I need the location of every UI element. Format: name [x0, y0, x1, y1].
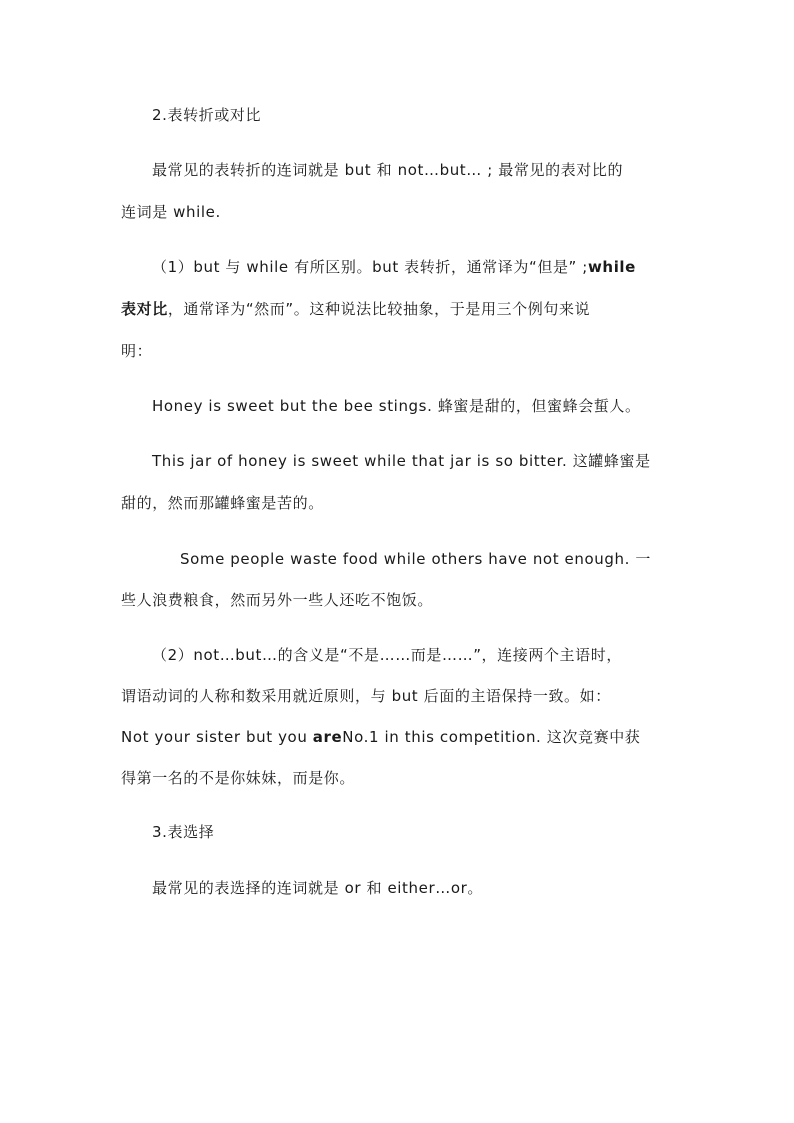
paragraph-text: （1）but 与 while 有所区别。but 表转折，通常译为“但是” ;	[152, 258, 588, 276]
section-heading-2: 2.表转折或对比	[152, 106, 262, 124]
example-sentence: This jar of honey is sweet while that jar is so bitter. 这罐蜂蜜是	[152, 452, 651, 470]
example-sentence: 甜的，然而那罐蜂蜜是苦的。	[121, 494, 324, 512]
paragraph-text: No.1 in this competition. 这次竞赛中获	[342, 728, 641, 746]
paragraph-line: 明：	[121, 342, 153, 360]
paragraph-line: 最常见的表转折的连词就是 but 和 not…but… ; 最常见的表对比的	[152, 161, 624, 179]
example-sentence: Honey is sweet but the bee stings. 蜂蜜是甜的，但蜜蜂会蜇人。	[152, 397, 641, 415]
paragraph-line	[152, 257, 636, 277]
emphasis-text: are	[312, 728, 343, 746]
paragraph-line	[121, 727, 640, 747]
section-heading-3: 3.表选择	[152, 823, 215, 841]
paragraph-text: Not your sister but you	[121, 728, 313, 746]
emphasis-text: while	[587, 258, 636, 276]
paragraph-text: ，通常译为“然而”。这种说法比较抽象，于是用三个例句来说	[167, 300, 591, 318]
paragraph-line: 连词是 while.	[121, 203, 221, 221]
paragraph-line	[121, 299, 590, 319]
emphasis-text: 表对比	[121, 300, 168, 318]
example-sentence: 些人浪费粮食，然而另外一些人还吃不饱饭。	[121, 591, 434, 609]
paragraph-line: 得第一名的不是你妹妹，而是你。	[121, 769, 356, 787]
paragraph-line: 谓语动词的人称和数采用就近原则，与 but 后面的主语保持一致。如：	[121, 687, 611, 705]
paragraph-line: 最常见的表选择的连词就是 or 和 either…or。	[152, 879, 483, 897]
example-sentence: Some people waste food while others have not enough. 一	[180, 550, 651, 568]
paragraph-line: （2）not…but…的含义是“不是……而是……”，连接两个主语时，	[152, 646, 622, 664]
